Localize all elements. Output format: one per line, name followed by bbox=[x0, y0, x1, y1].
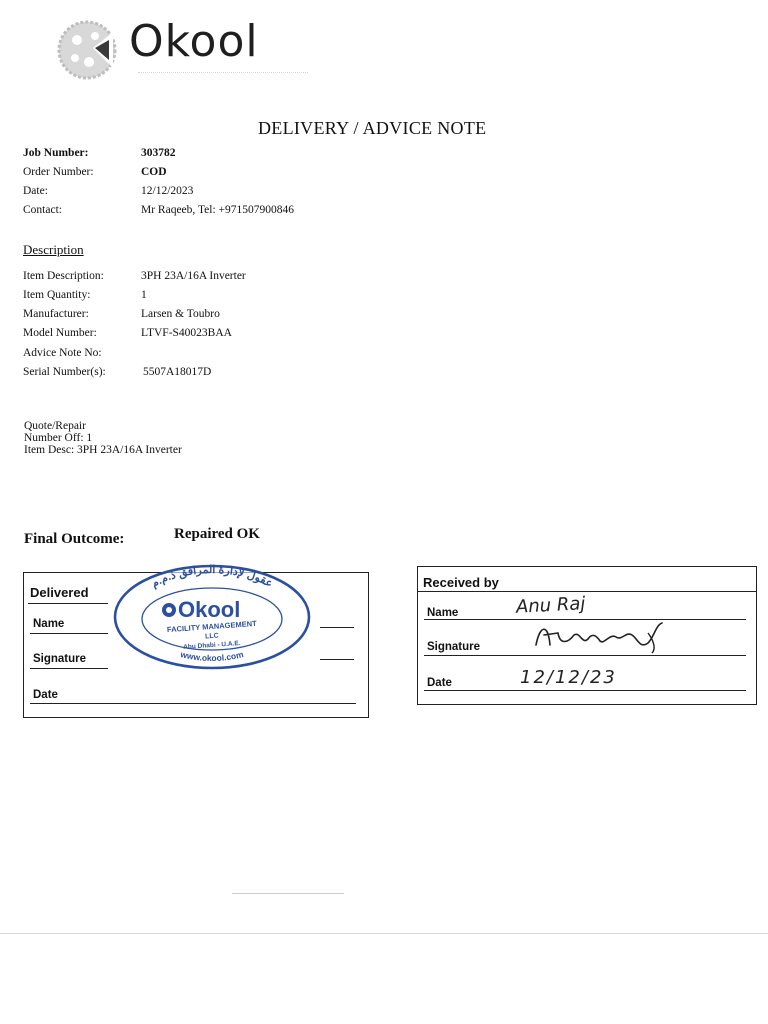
advice-note-label: Advice Note No: bbox=[23, 347, 102, 359]
contact-label: Contact: bbox=[23, 204, 62, 216]
model-number-value: LTVF-S40023BAA bbox=[141, 327, 232, 339]
stamp-seal-icon bbox=[112, 563, 312, 671]
document-title: DELIVERY / ADVICE NOTE bbox=[258, 118, 487, 138]
serial-number-value: 5507A18017D bbox=[143, 366, 212, 378]
stamp-line-2: LLC bbox=[204, 632, 219, 641]
logo-tagline-faint bbox=[138, 72, 308, 77]
manufacturer-label: Manufacturer: bbox=[23, 308, 89, 320]
company-stamp bbox=[112, 563, 312, 671]
item-quantity-label: Item Quantity: bbox=[23, 289, 91, 301]
delivered-date-line bbox=[30, 703, 356, 704]
delivered-name-line-right bbox=[320, 627, 354, 628]
delivered-name-label: Name bbox=[33, 618, 65, 630]
stamp-arabic-text: عقول لإدارة المرافق ذ.م.م bbox=[149, 563, 275, 591]
received-date-line bbox=[424, 690, 746, 691]
quote-line-2: Number Off: 1 bbox=[24, 432, 93, 444]
job-number-label: Job Number: bbox=[23, 147, 89, 159]
model-number-label: Model Number: bbox=[23, 327, 97, 339]
manufacturer-value: Larsen & Toubro bbox=[141, 308, 220, 320]
received-by-title: Received by bbox=[423, 575, 499, 590]
delivered-name-line bbox=[30, 633, 108, 634]
handwritten-signature-icon bbox=[530, 619, 670, 655]
page-bottom-edge bbox=[0, 933, 768, 934]
description-heading: Description bbox=[23, 242, 84, 257]
quote-line-1: Quote/Repair bbox=[24, 420, 86, 432]
okool-logo-icon bbox=[55, 18, 119, 82]
delivered-signature-line bbox=[30, 668, 108, 669]
stamp-line-3: Abu Dhabi - U.A.E. bbox=[183, 640, 241, 651]
logo-text: Okool bbox=[129, 16, 259, 67]
job-number-value: 303782 bbox=[141, 147, 176, 159]
received-signature-label: Signature bbox=[427, 641, 481, 653]
stamp-url: www.okool.com bbox=[179, 649, 245, 664]
delivered-title: Delivered bbox=[30, 585, 89, 600]
scan-artifact-line bbox=[232, 893, 344, 894]
item-description-label: Item Description: bbox=[23, 270, 104, 282]
received-name-handwriting: Anu Raj bbox=[515, 593, 586, 618]
item-description-value: 3PH 23A/16A Inverter bbox=[141, 270, 246, 282]
order-number-label: Order Number: bbox=[23, 166, 94, 178]
final-outcome-value: Repaired OK bbox=[174, 526, 260, 542]
contact-value: Mr Raqeeb, Tel: +971507900846 bbox=[141, 204, 295, 216]
received-signature-line bbox=[424, 655, 746, 656]
date-value: 12/12/2023 bbox=[141, 185, 194, 197]
received-title-line bbox=[418, 591, 756, 592]
stamp-brand: Okool bbox=[178, 597, 241, 622]
received-date-handwriting: 12/12/23 bbox=[520, 667, 617, 688]
description-section bbox=[23, 270, 483, 390]
date-label: Date: bbox=[23, 185, 48, 197]
received-date-label: Date bbox=[427, 677, 452, 689]
order-number-value: COD bbox=[141, 166, 167, 178]
serial-number-label: Serial Number(s): bbox=[23, 366, 106, 378]
quote-line-3: Item Desc: 3PH 23A/16A Inverter bbox=[24, 444, 182, 456]
quote-section bbox=[24, 420, 324, 460]
delivered-date-label: Date bbox=[33, 689, 58, 701]
delivered-title-underline bbox=[28, 603, 108, 604]
final-outcome-label: Final Outcome: bbox=[24, 531, 125, 547]
received-name-label: Name bbox=[427, 607, 459, 619]
item-quantity-value: 1 bbox=[141, 289, 147, 301]
job-info-section bbox=[23, 147, 483, 227]
stamp-line-1: FACILITY MANAGEMENT bbox=[166, 618, 257, 635]
delivered-signature-line-right bbox=[320, 659, 354, 660]
delivered-signature-label: Signature bbox=[33, 653, 87, 665]
received-by-box bbox=[417, 566, 757, 705]
